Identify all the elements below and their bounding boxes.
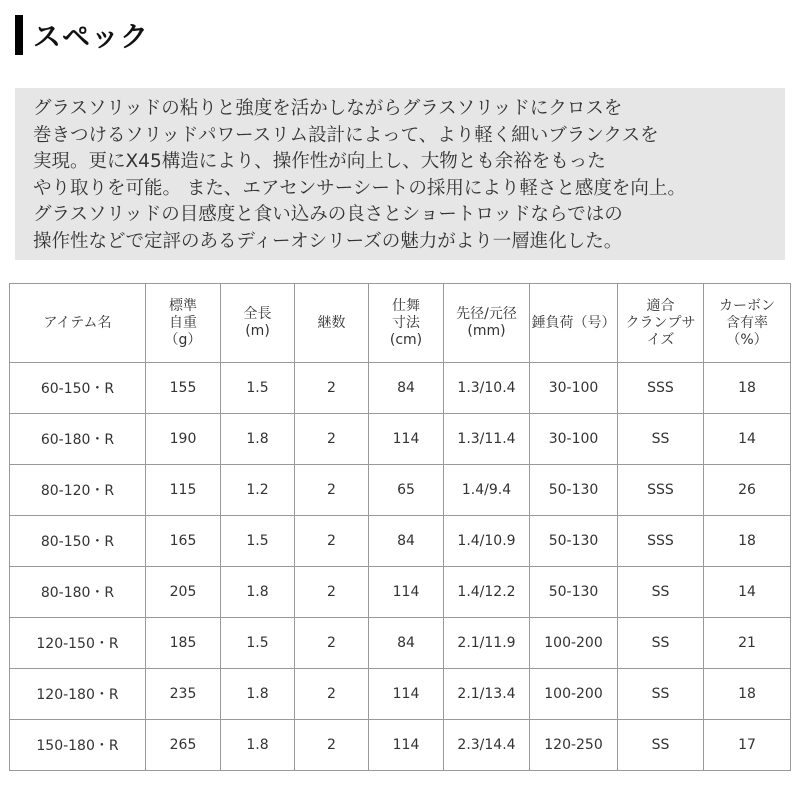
cell-sections: 2 (295, 363, 369, 414)
description-line: 操作性などで定評のあるディーオシリーズの魅力がより一層進化した。 (33, 230, 623, 252)
cell-weight: 235 (146, 669, 221, 720)
header-carbon-content: カーボン 含有率 （%） (704, 284, 791, 363)
section-header (15, 15, 149, 55)
cell-length: 1.2 (221, 465, 295, 516)
cell-diameter: 1.3/10.4 (444, 363, 530, 414)
table-row (10, 567, 791, 618)
cell-sinker-load: 120-250 (530, 720, 618, 771)
cell-item-name: 120-180・R (10, 669, 146, 720)
cell-weight: 155 (146, 363, 221, 414)
cell-item-name: 80-180・R (10, 567, 146, 618)
table-row (10, 414, 791, 465)
cell-length: 1.5 (221, 618, 295, 669)
cell-sections: 2 (295, 516, 369, 567)
cell-closed-length: 114 (369, 567, 444, 618)
table-row (10, 465, 791, 516)
description-line: やり取りを可能。 また、エアセンサーシートの採用により軽さと感度を向上。 (33, 177, 686, 199)
table-row (10, 720, 791, 771)
header-item-name: アイテム名 (10, 284, 146, 363)
cell-carbon: 18 (704, 363, 791, 414)
cell-clamp-size: SS (618, 567, 704, 618)
spec-table-header-row (10, 284, 791, 363)
cell-sinker-load: 50-130 (530, 465, 618, 516)
cell-sinker-load: 100-200 (530, 669, 618, 720)
cell-length: 1.8 (221, 414, 295, 465)
header-closed-length: 仕舞 寸法 (cm) (369, 284, 444, 363)
cell-clamp-size: SS (618, 720, 704, 771)
cell-closed-length: 114 (369, 414, 444, 465)
cell-length: 1.8 (221, 720, 295, 771)
header-sinker-load: 錘負荷（号） (530, 284, 618, 363)
cell-item-name: 80-150・R (10, 516, 146, 567)
cell-carbon: 18 (704, 669, 791, 720)
cell-sections: 2 (295, 465, 369, 516)
cell-sections: 2 (295, 669, 369, 720)
header-length: 全長 (m) (221, 284, 295, 363)
cell-carbon: 18 (704, 516, 791, 567)
cell-clamp-size: SS (618, 414, 704, 465)
cell-closed-length: 114 (369, 669, 444, 720)
cell-item-name: 80-120・R (10, 465, 146, 516)
description-line: 巻きつけるソリッドパワースリム設計によって、より軽く細いブランクスを (33, 124, 659, 146)
cell-clamp-size: SS (618, 669, 704, 720)
cell-diameter: 2.3/14.4 (444, 720, 530, 771)
cell-carbon: 26 (704, 465, 791, 516)
cell-sinker-load: 100-200 (530, 618, 618, 669)
header-tip-butt-diameter: 先径/元径 (mm) (444, 284, 530, 363)
cell-sections: 2 (295, 414, 369, 465)
table-row (10, 516, 791, 567)
cell-diameter: 2.1/11.9 (444, 618, 530, 669)
header-weight: 標準 自重 （g） (146, 284, 221, 363)
description-line: 実現。更にX45構造により、操作性が向上し、大物とも余裕をもった (33, 151, 606, 172)
table-row (10, 669, 791, 720)
cell-clamp-size: SSS (618, 465, 704, 516)
cell-diameter: 1.4/9.4 (444, 465, 530, 516)
header-clamp-size: 適合 クランプサ イズ (618, 284, 704, 363)
cell-length: 1.5 (221, 516, 295, 567)
table-row (10, 363, 791, 414)
cell-length: 1.5 (221, 363, 295, 414)
description-line: グラスソリッドの粘りと強度を活かしながらグラスソリッドにクロスを (33, 98, 623, 119)
table-row (10, 618, 791, 669)
cell-sinker-load: 30-100 (530, 414, 618, 465)
cell-sinker-load: 30-100 (530, 363, 618, 414)
cell-closed-length: 84 (369, 618, 444, 669)
description-line: グラスソリッドの目感度と食い込みの良さとショートロッドならではの (33, 204, 623, 225)
cell-closed-length: 65 (369, 465, 444, 516)
cell-item-name: 120-150・R (10, 618, 146, 669)
cell-weight: 265 (146, 720, 221, 771)
cell-closed-length: 114 (369, 720, 444, 771)
page-title: スペック (33, 20, 150, 53)
cell-diameter: 2.1/13.4 (444, 669, 530, 720)
cell-weight: 190 (146, 414, 221, 465)
cell-clamp-size: SSS (618, 516, 704, 567)
cell-carbon: 17 (704, 720, 791, 771)
cell-sinker-load: 50-130 (530, 516, 618, 567)
cell-item-name: 60-180・R (10, 414, 146, 465)
cell-closed-length: 84 (369, 363, 444, 414)
cell-weight: 165 (146, 516, 221, 567)
cell-diameter: 1.4/12.2 (444, 567, 530, 618)
cell-sinker-load: 50-130 (530, 567, 618, 618)
cell-carbon: 21 (704, 618, 791, 669)
cell-weight: 205 (146, 567, 221, 618)
cell-carbon: 14 (704, 567, 791, 618)
cell-diameter: 1.4/10.9 (444, 516, 530, 567)
cell-clamp-size: SSS (618, 363, 704, 414)
cell-closed-length: 84 (369, 516, 444, 567)
cell-sections: 2 (295, 720, 369, 771)
cell-item-name: 60-150・R (10, 363, 146, 414)
cell-sections: 2 (295, 567, 369, 618)
cell-item-name: 150-180・R (10, 720, 146, 771)
cell-weight: 185 (146, 618, 221, 669)
spec-table (9, 283, 791, 771)
header-sections: 継数 (295, 284, 369, 363)
cell-weight: 115 (146, 465, 221, 516)
cell-carbon: 14 (704, 414, 791, 465)
cell-length: 1.8 (221, 567, 295, 618)
cell-sections: 2 (295, 618, 369, 669)
description-box (15, 88, 785, 260)
header-accent-bar (15, 15, 23, 55)
cell-diameter: 1.3/11.4 (444, 414, 530, 465)
cell-length: 1.8 (221, 669, 295, 720)
cell-clamp-size: SS (618, 618, 704, 669)
